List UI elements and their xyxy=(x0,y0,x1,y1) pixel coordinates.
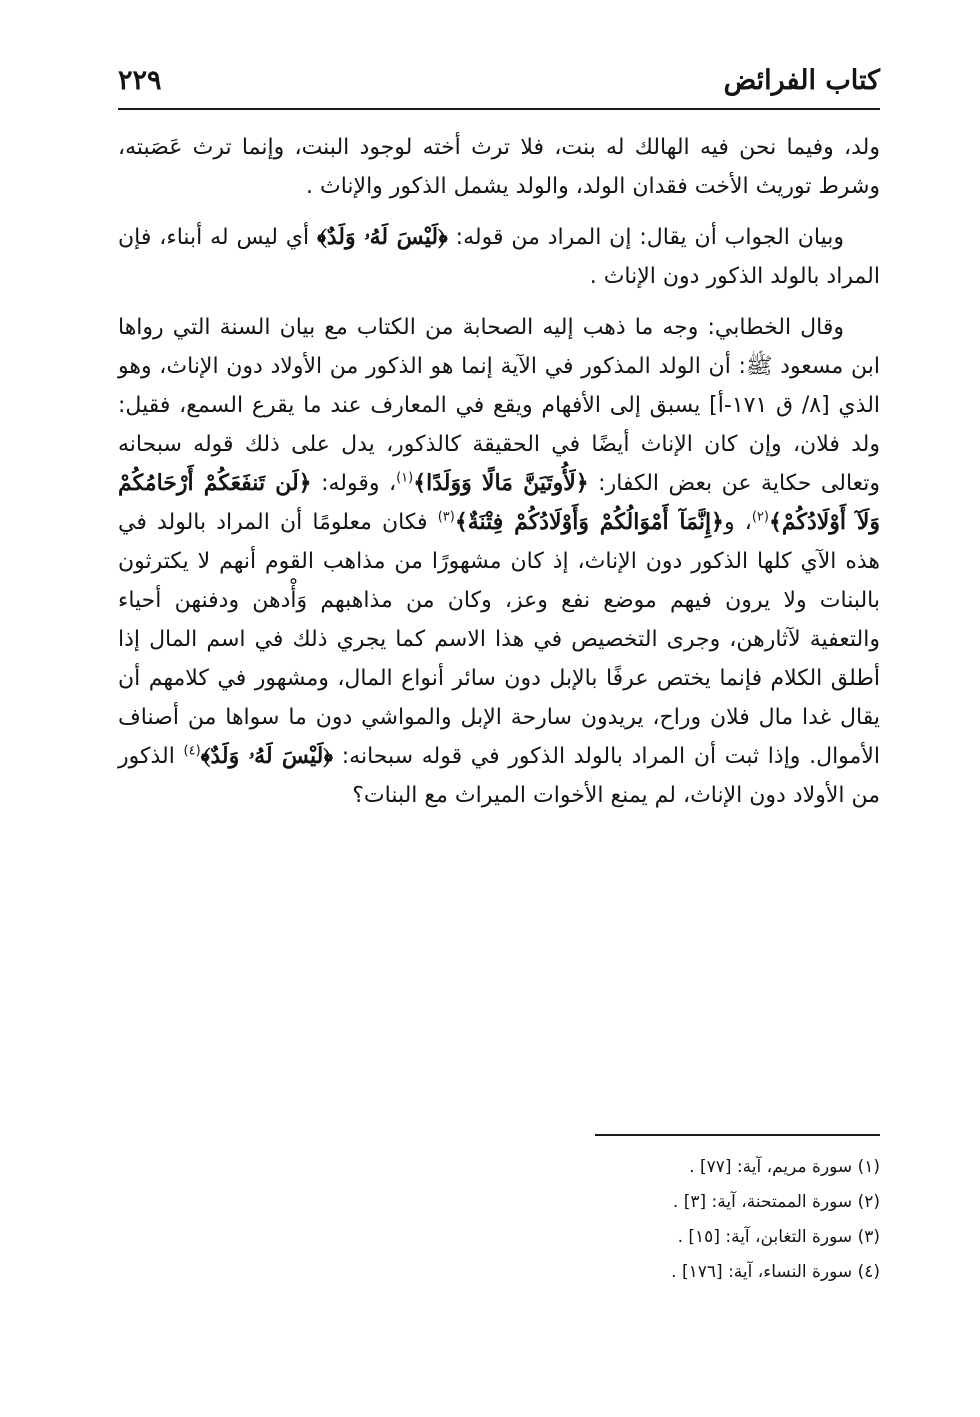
footnote-ref: (٤) xyxy=(183,743,201,759)
footnote-ref: (٣) xyxy=(437,509,455,525)
footnote-ref: (١) xyxy=(396,470,414,486)
paragraph-3-text-a: وقال الخطابي: وجه ما ذهب إليه الصحابة من الكتاب مع بيان السنة التي رواها ابن مسعود ﷺ: أن الولد المذكور في الآية إنما هو الذكور من الأولاد دون الإناث، وهو الذي [٨/ ق ١٧١-أ] يسبق إلى الأفهام ويقع في المعارف عند ما يقرع السمع، فقيل: ولد فلان، وإن كان الإناث أيضًا في الحقيقة كالذكور، يدل على ذلك قوله سبحانه وتعالى حكاية عن بعض الكفار: xyxy=(118,315,881,496)
footnote-ref: (٢) xyxy=(751,509,769,525)
quran-verse: ﴿لَأُوتَيَنَّ مَالًا وَوَلَدًا﴾ xyxy=(413,470,589,496)
quran-verse: ﴿لَن تَنفَعَكُمْ أَرْحَامُكُمْ وَلَآ أَوْلَادُكُمْ﴾ xyxy=(118,470,881,535)
paragraph-3 xyxy=(118,308,880,815)
quran-verse: ﴿إِنَّمَآ أَمْوَالُكُمْ وَأَوْلَادُكُمْ فِتْنَةٌ﴾ xyxy=(454,509,724,535)
page-number: ٢٢٩ xyxy=(118,65,162,96)
paragraph-3-text-b: ، وقوله: xyxy=(321,471,397,496)
quran-verse: ﴿لَيْسَ لَهُۥ وَلَدٌ﴾ xyxy=(316,224,448,250)
page-header xyxy=(118,58,880,110)
paragraph-2-text-b: أي ليس له أبناء، فإن المراد بالولد الذكور دون الإناث . xyxy=(118,225,880,289)
footnote-3: (٣) سورة التغابن، آية: [١٥] . xyxy=(677,1227,880,1247)
paragraph-1 xyxy=(118,128,880,206)
paragraph-3-text-c: ، و xyxy=(723,510,752,535)
paragraph-2 xyxy=(118,218,880,296)
paragraph-3-text-e: الذكور من الأولاد دون الإناث، لم يمنع الأخوات الميراث مع البنات؟ xyxy=(118,744,880,808)
footnotes xyxy=(380,1150,880,1290)
footnote-2: (٢) سورة الممتحنة، آية: [٣] . xyxy=(672,1192,880,1212)
main-text xyxy=(118,128,880,827)
paragraph-3-text-d: فكان معلومًا أن المراد بالولد في هذه الآي كلها الذكور دون الإناث، إذ كان مشهورًا من مذاهب القوم أنهم لا يكترثون بالبنات ولا يرون فيهم موضع نفع وعز، وكان من مذاهبهم وَأْدهن ودفنهن أحياء والتعفية لآثارهن، وجرى التخصيص في هذا الاسم كما يجري ذلك في اسم المال إذا أطلق الكلام فإنما يختص عرفًا بالإبل دون سائر أنواع المال، ومشهور في كلامهم أن يقال غدا مال فلان وراح، يريدون سارحة الإبل والمواشي دون ما سواها من أصناف الأموال. وإذا ثبت أن المراد بالولد الذكور في قوله سبحانه: xyxy=(118,510,880,769)
paragraph-1-text: ولد، وفيما نحن فيه الهالك له بنت، فلا ترث أخته لوجود البنت، وإنما ترث عَصَبته، وشرط توريث الأخت فقدان الولد، والولد يشمل الذكور والإناث . xyxy=(118,135,880,199)
footnote-4: (٤) سورة النساء، آية: [١٧٦] . xyxy=(671,1262,880,1282)
quran-verse: ﴿لَيْسَ لَهُۥ وَلَدٌ﴾ xyxy=(200,743,334,769)
footnote-divider xyxy=(595,1134,880,1136)
running-title: كتاب الفرائض xyxy=(723,65,880,96)
paragraph-2-text-a: وبيان الجواب أن يقال: إن المراد من قوله: xyxy=(455,225,844,250)
footnote-1: (١) سورة مريم، آية: [٧٧] . xyxy=(689,1157,880,1177)
